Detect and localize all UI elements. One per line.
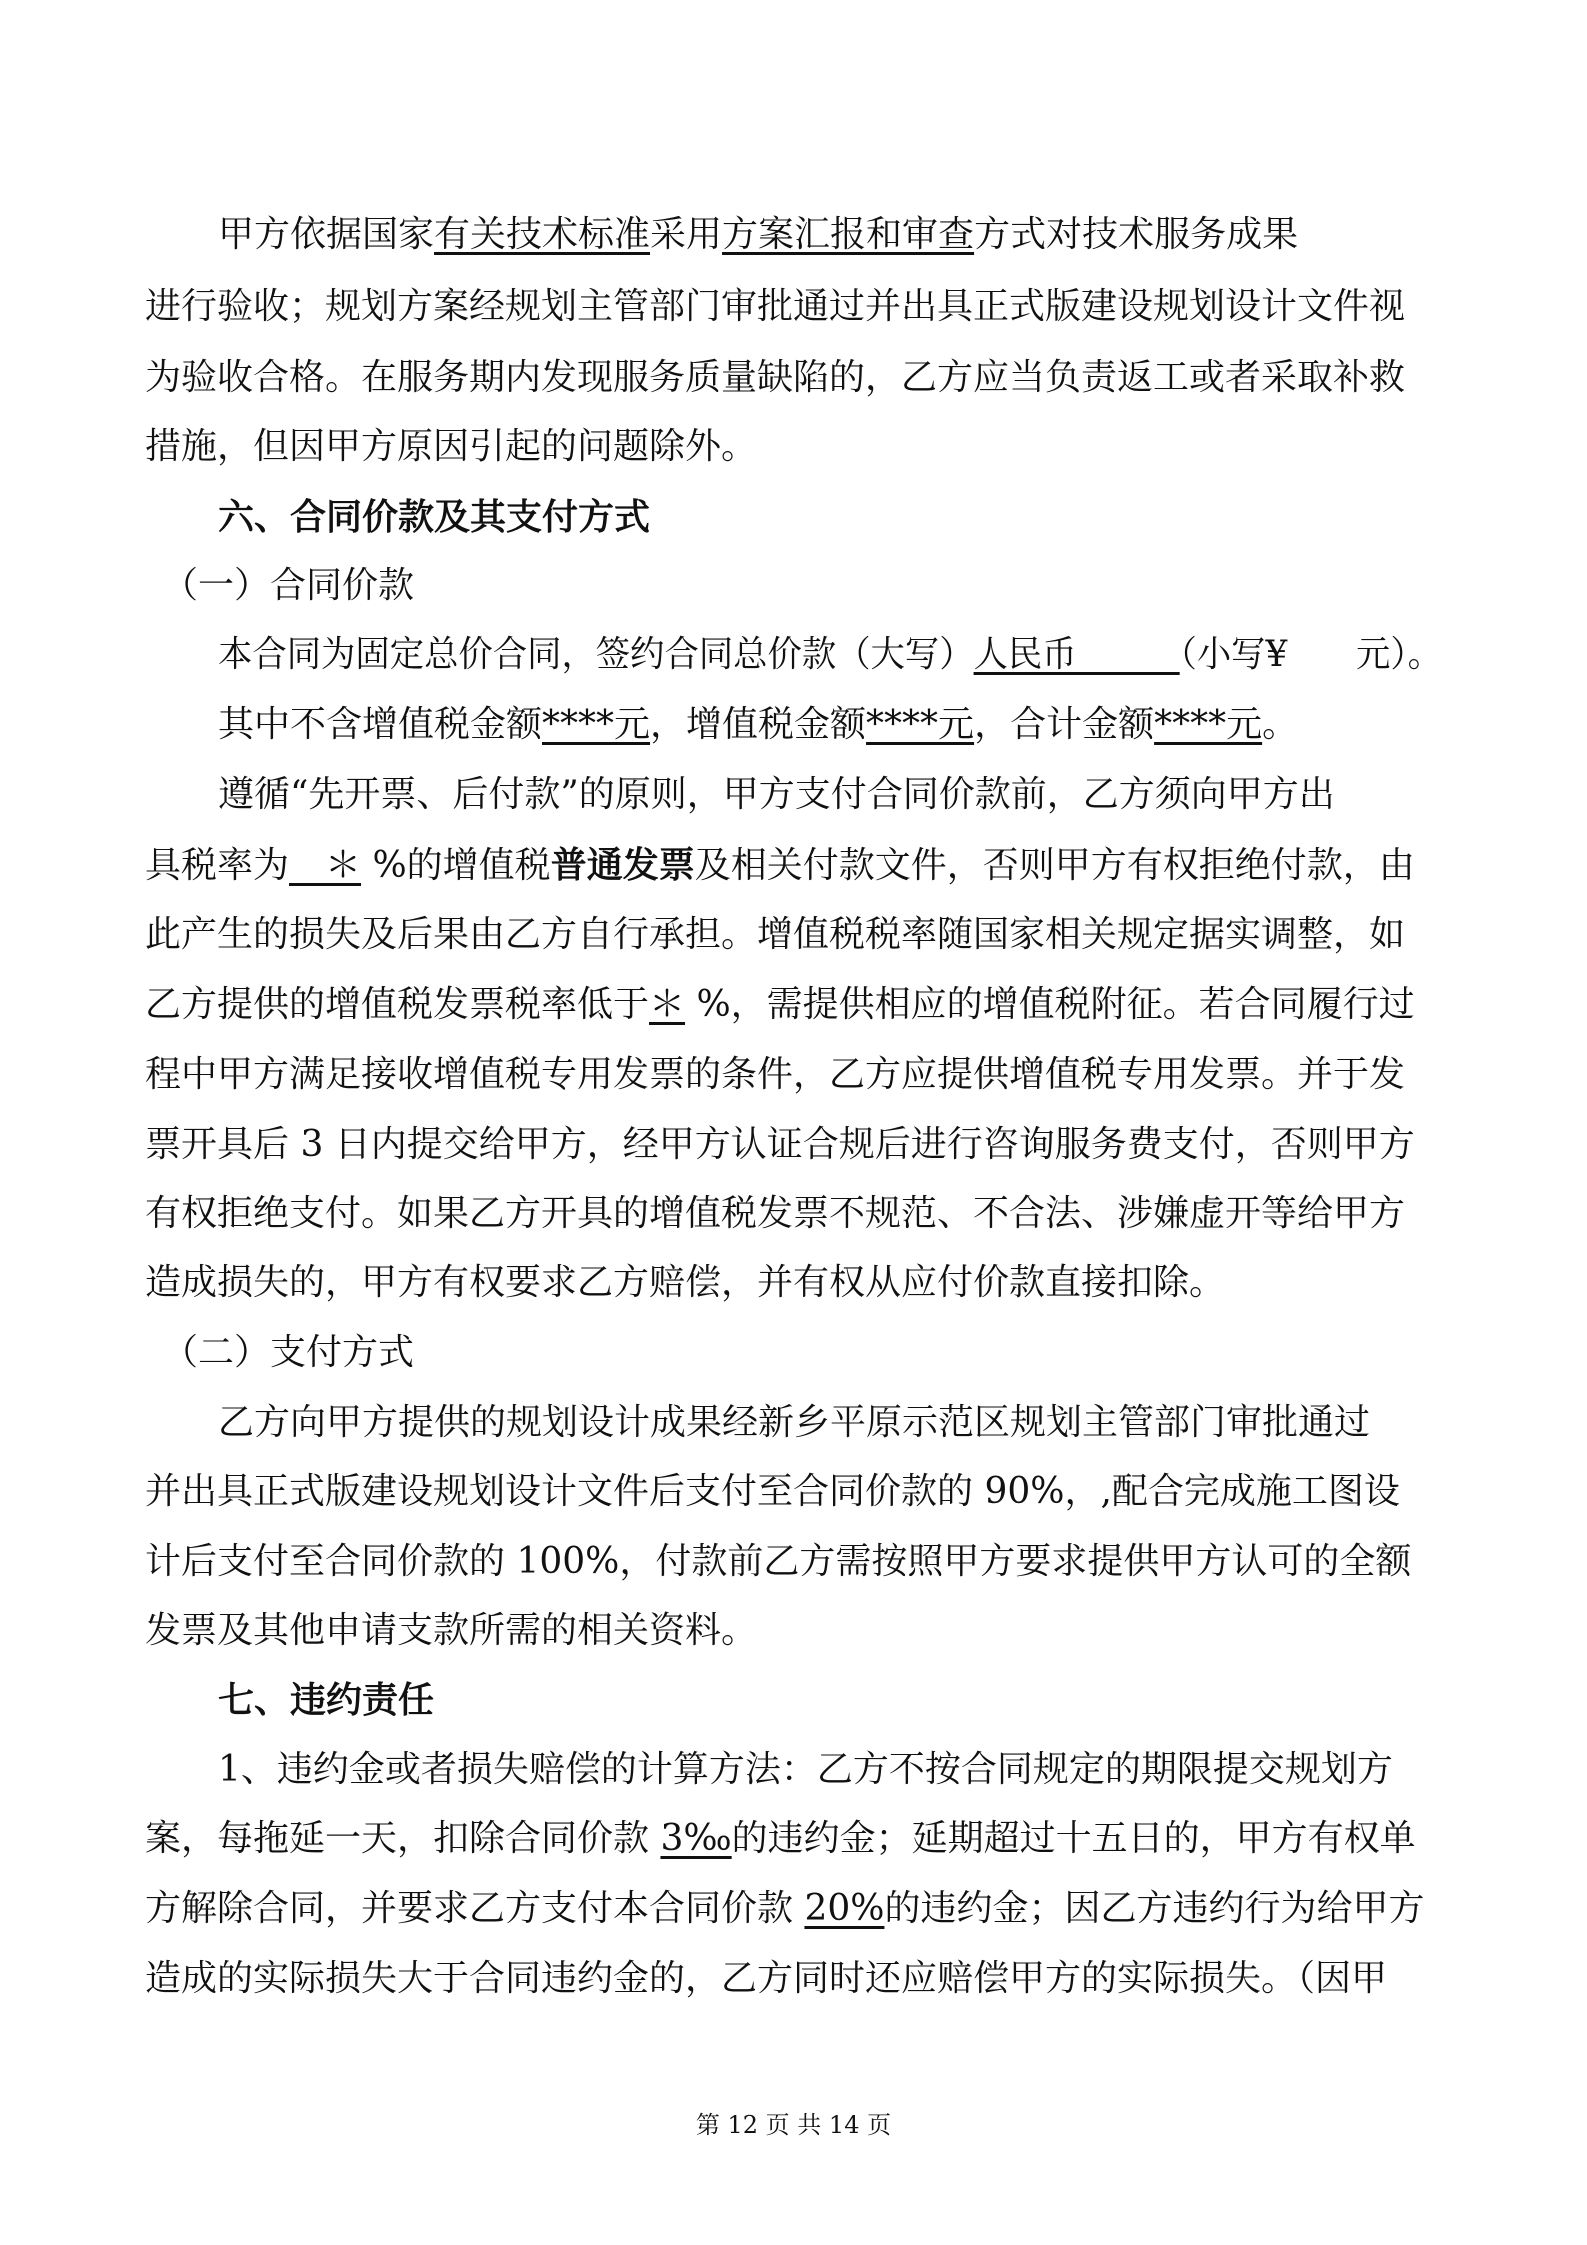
underlined-field: ****元 [866,704,975,745]
underlined-field: 有关技术标准 [434,214,651,255]
page-number-footer: 第 12 页 共 14 页 [695,2111,892,2139]
paragraph-line: 发票及其他申请支款所需的相关资料。 [145,1610,758,1651]
paragraph-line: 其中不含增值税金额****元，增值税金额****元，合计金额****元。 [218,704,1299,745]
section-heading: 七、违约责任 [218,1679,435,1721]
bold-text: 普通发票 [550,844,695,886]
underlined-field: ＊ [289,845,362,886]
underlined-field: 人民币 [973,634,1180,675]
paragraph-line: 造成的实际损失大于合同违约金的，乙方同时还应赔偿甲方的实际损失。（因甲 [145,1958,1388,1999]
paragraph-line: 程中甲方满足接收增值税专用发票的条件，乙方应提供增值税专用发票。并于发 [145,1054,1406,1095]
underlined-field: 3‰ [660,1818,732,1859]
paragraph-line: 案，每拖延一天，扣除合同价款 3‰的违约金；延期超过十五日的，甲方有权单 [145,1818,1416,1859]
paragraph-line: 措施，但因甲方原因引起的问题除外。 [145,426,758,467]
underlined-field: ＊ [649,984,686,1025]
underlined-field: ****元 [1154,704,1263,745]
subsection-heading: （一）合同价款 [162,565,415,606]
underlined-field: 20% [804,1888,885,1929]
section-heading: 六、合同价款及其支付方式 [218,496,651,538]
underlined-field: 方案汇报和审查 [722,214,975,255]
paragraph-line: 乙方提供的增值税发票税率低于＊ %，需提供相应的增值税附征。若合同履行过 [145,984,1415,1025]
subsection-heading: （二）支付方式 [162,1332,415,1373]
paragraph-line: 有权拒绝支付。如果乙方开具的增值税发票不规范、不合法、涉嫌虚开等给甲方 [145,1193,1406,1234]
paragraph-line: 具税率为 ＊ %的增值税普通发票及相关付款文件，否则甲方有权拒绝付款，由 [145,844,1415,886]
paragraph-line: 本合同为固定总价合同，签约合同总价款（大写）人民币 （小写¥ 元）。 [218,634,1442,675]
underlined-field: ****元 [542,704,651,745]
paragraph-line: 1、违约金或者损失赔偿的计算方法：乙方不按合同规定的期限提交规划方 [218,1749,1393,1790]
paragraph-line: 此产生的损失及后果由乙方自行承担。增值税税率随国家相关规定据实调整，如 [145,914,1406,955]
paragraph-line: 乙方向甲方提供的规划设计成果经新乡平原示范区规划主管部门审批通过 [218,1402,1371,1443]
paragraph-line: 进行验收；规划方案经规划主管部门审批通过并出具正式版建设规划设计文件视 [145,286,1406,327]
paragraph-line: 计后支付至合同价款的 100%，付款前乙方需按照甲方要求提供甲方认可的全额 [145,1541,1412,1582]
paragraph-line: 造成损失的，甲方有权要求乙方赔偿，并有权从应付价款直接扣除。 [145,1262,1226,1303]
paragraph-line: 并出具正式版建设规划设计文件后支付至合同价款的 90%，,配合完成施工图设 [145,1471,1400,1512]
paragraph-line: 方解除合同，并要求乙方支付本合同价款 20%的违约金；因乙方违约行为给甲方 [145,1888,1425,1929]
paragraph-line: 甲方依据国家有关技术标准采用方案汇报和审查方式对技术服务成果 [218,214,1299,255]
paragraph-line: 票开具后 3 日内提交给甲方，经甲方认证合规后进行咨询服务费支付，否则甲方 [145,1124,1415,1165]
paragraph-line: 为验收合格。在服务期内发现服务质量缺陷的，乙方应当负责返工或者采取补救 [145,357,1406,398]
paragraph-line: 遵循“先开票、后付款”的原则，甲方支付合同价款前，乙方须向甲方出 [218,774,1335,815]
